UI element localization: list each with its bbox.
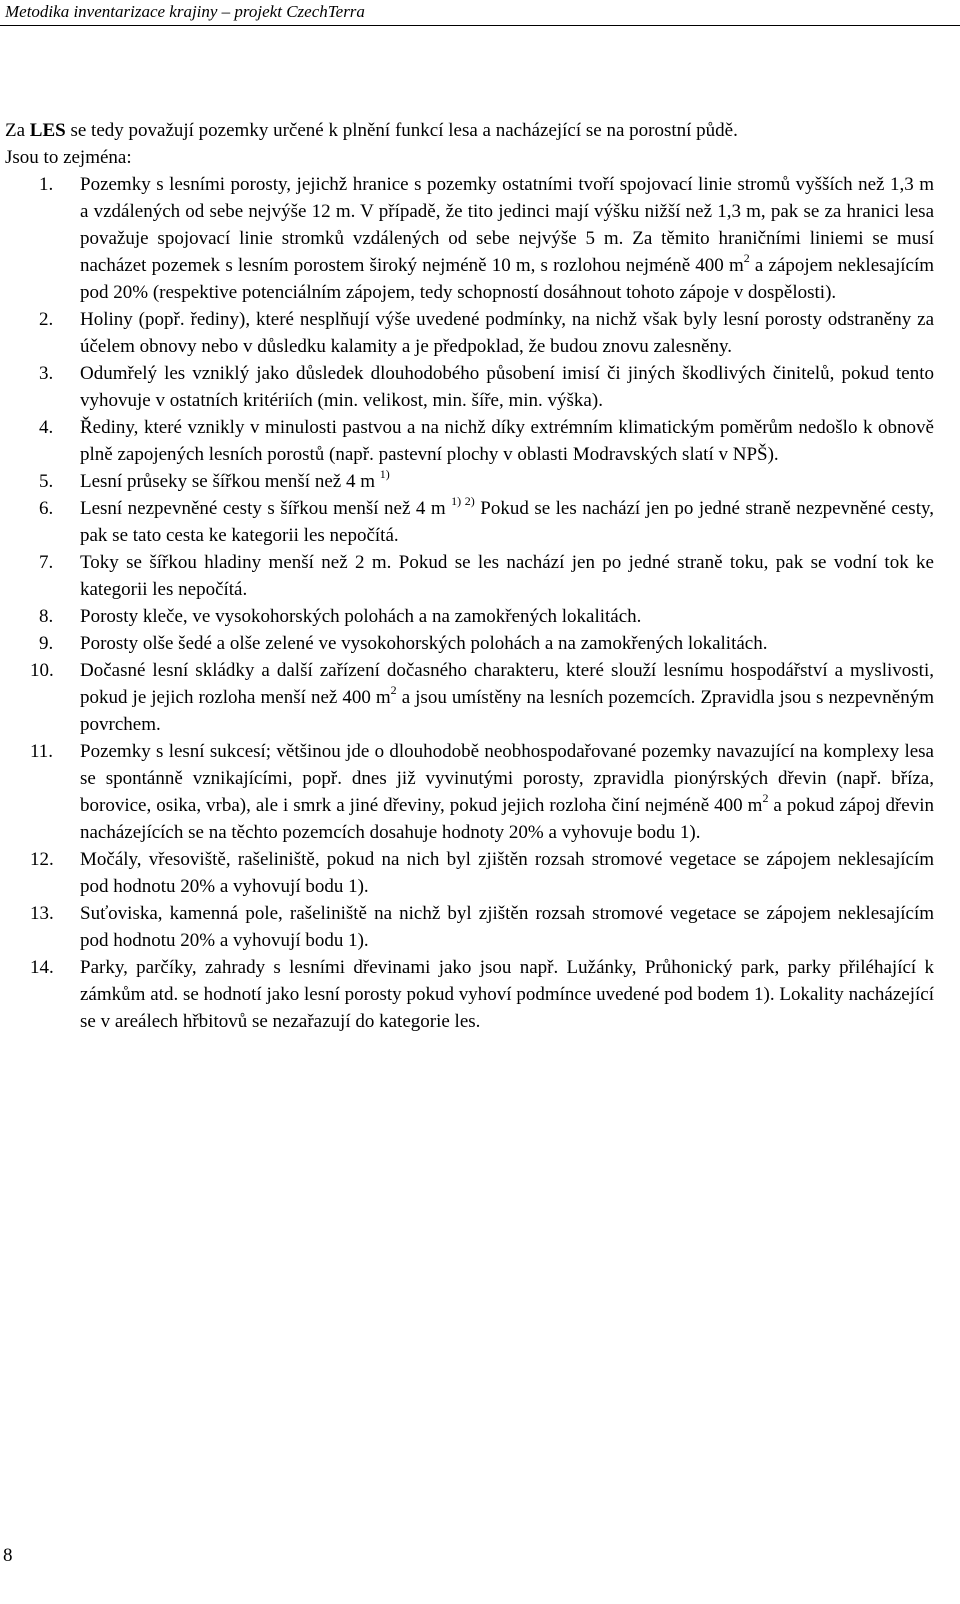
superscript: 2 (743, 250, 750, 265)
text-run: a pokud zápoj dřevin nacházejících se na těchto pozemcích dosahuje hodnoty 20% a vyhovuje bodu 1). (80, 795, 935, 843)
text-run: Porosty olše šedé a olše zelené ve vysokohorských polohách a na zamokřených lokalitách. (80, 633, 768, 654)
list-item-text (80, 174, 934, 303)
list-item (5, 630, 934, 657)
text-run: Pozemky s lesní sukcesí; většinou jde o dlouhodobě neobhospodařované pozemky navazující na komplexy lesa se spontánně vznikajícími, popř. dnes již vyvinutými porosty, zpravidla pionýrských dřevin (např. bříza, borovice, osika, vrba), ale i smrk a jiné dřeviny, pokud jejich rozloha činí nejméně 400 m (80, 741, 934, 816)
superscript: 2 (390, 682, 397, 697)
document-body (5, 117, 934, 1035)
text-run: Lesní průseky se šířkou menší než 4 m (80, 471, 380, 492)
list-item-number: 6. (39, 498, 54, 519)
list-item (5, 495, 934, 549)
text-run: Lesní nezpevněné cesty s šířkou menší než 4 m (80, 498, 452, 519)
superscript: 1) 2) (451, 493, 475, 508)
text-run: Parky, parčíky, zahrady s lesními dřevinami jako jsou např. Lužánky, Průhonický park, parky přiléhající k zámkům atd. se hodnotí jako lesní porosty pokud vyhoví podmínce uvedené pod bodem 1). Lokality nacházející se v areálech hřbitovů se nezařazují do kategorie les. (80, 957, 934, 1032)
list-item-text (80, 417, 934, 465)
list-item-text (80, 741, 934, 843)
list-item-text (80, 849, 934, 897)
list-item-number: 8. (39, 606, 54, 627)
text-run: a zápojem neklesajícím pod 20% (respektive potenciálním zápojem, tedy schopností dosáhnout tohoto zápoje v dospělosti). (80, 255, 935, 303)
list-item-text (80, 633, 767, 654)
intro-paragraph (5, 117, 934, 144)
forest-criteria-list (5, 171, 934, 1035)
text-run: a jsou umístěny na lesních pozemcích. Zpravidla jsou s nezpevněným povrchem. (80, 687, 934, 735)
text-run: Holiny (popř. řediny), které nesplňují výše uvedené podmínky, na nichž však byly lesní porosty odstraněny za účelem obnovy nebo v důsledku kalamity a je předpoklad, že budou znovu zalesněny. (80, 309, 934, 357)
list-item-text (80, 363, 934, 411)
list-item-number: 10. (30, 660, 54, 681)
list-item-number: 2. (39, 309, 54, 330)
list-item-number: 3. (39, 363, 54, 384)
list-item-text (80, 309, 934, 357)
intro-text-start: Za (5, 120, 30, 141)
list-item-number: 4. (39, 417, 54, 438)
list-item (5, 657, 934, 738)
list-item (5, 954, 934, 1035)
text-run: Pokud se les nachází jen po jedné straně nezpevněné cesty, pak se tato cesta ke kategorii les nepočítá. (80, 498, 934, 546)
list-item (5, 306, 934, 360)
list-item-text (80, 606, 641, 627)
list-item (5, 360, 934, 414)
list-item-number: 12. (30, 849, 54, 870)
list-item-number: 1. (39, 174, 54, 195)
list-item-number: 9. (39, 633, 54, 654)
page-number: 8 (3, 1545, 13, 1566)
text-run: Dočasné lesní skládky a další zařízení dočasného charakteru, které slouží lesnímu hospodářství a myslivosti, pokud je jejich rozloha menší než 400 m (80, 660, 934, 708)
list-item-text (80, 493, 934, 546)
text-run: Suťoviska, kamenná pole, rašeliniště na nichž byl zjištěn rozsah stromové vegetace se zápojem neklesajícím pod hodnotu 20% a vyhovují bodu 1). (80, 903, 934, 951)
intro-bold-term: LES (29, 120, 66, 141)
list-item-number: 5. (39, 471, 54, 492)
list-item (5, 468, 934, 495)
list-item (5, 549, 934, 603)
list-item (5, 603, 934, 630)
running-header: Metodika inventarizace krajiny – projekt CzechTerra (5, 2, 365, 21)
list-item (5, 738, 934, 846)
intro-text-end: se tedy považují pozemky určené k plnění funkcí lesa a nacházející se na porostní půdě. (65, 120, 738, 141)
text-run: Pozemky s lesními porosty, jejichž hranice s pozemky ostatními tvoří spojovací linie stromů vyšších než 1,3 m a vzdálených od sebe nejvýše 12 m. V případě, že tito jedinci mají výšku nižší než 1,3 m, pak se za hranici lesa považuje spojovací linie stromků vzdálených od sebe nejvýše 5 m. Za těmito hraničními liniemi se musí nacházet pozemek s lesním porostem široký nejméně 10 m, s rozlohou nejméně 400 m (80, 174, 934, 276)
text-run: Porosty kleče, ve vysokohorských polohách a na zamokřených lokalitách. (80, 606, 642, 627)
header-divider (0, 25, 960, 26)
list-item (5, 846, 934, 900)
text-run: Toky se šířkou hladiny menší než 2 m. Pokud se les nachází jen po jedné straně toku, pak se vodní tok ke kategorii les nepočítá. (80, 552, 934, 600)
list-item (5, 900, 934, 954)
superscript: 1) (379, 466, 390, 481)
list-item-text (80, 660, 934, 735)
superscript: 2 (762, 790, 769, 805)
text-run: Řediny, které vznikly v minulosti pastvou a na nichž díky extrémním klimatickým poměrům nedošlo k obnově plně zapojených lesních porostů (např. pastevní plochy v oblasti Modravských slatí v NPŠ). (80, 417, 934, 465)
list-item-number: 13. (30, 903, 54, 924)
list-item-text (80, 957, 934, 1032)
list-item-number: 7. (39, 552, 54, 573)
list-item-number: 14. (30, 957, 54, 978)
text-run: Močály, vřesoviště, rašeliniště, pokud na nich byl zjištěn rozsah stromové vegetace se zápojem neklesajícím pod hodnotu 20% a vyhovují bodu 1). (80, 849, 934, 897)
list-item-number: 11. (30, 741, 54, 762)
list-item-text (80, 466, 390, 492)
list-item-text (80, 903, 934, 951)
text-run: Odumřelý les vzniklý jako důsledek dlouhodobého působení imisí či jiných škodlivých činitelů, pokud tento vyhovuje v ostatních kritériích (min. velikost, min. šíře, min. výška). (80, 363, 934, 411)
list-item-text (80, 552, 934, 600)
list-item (5, 171, 934, 306)
list-item (5, 414, 934, 468)
intro-lead-in: Jsou to zejména: (5, 147, 132, 168)
